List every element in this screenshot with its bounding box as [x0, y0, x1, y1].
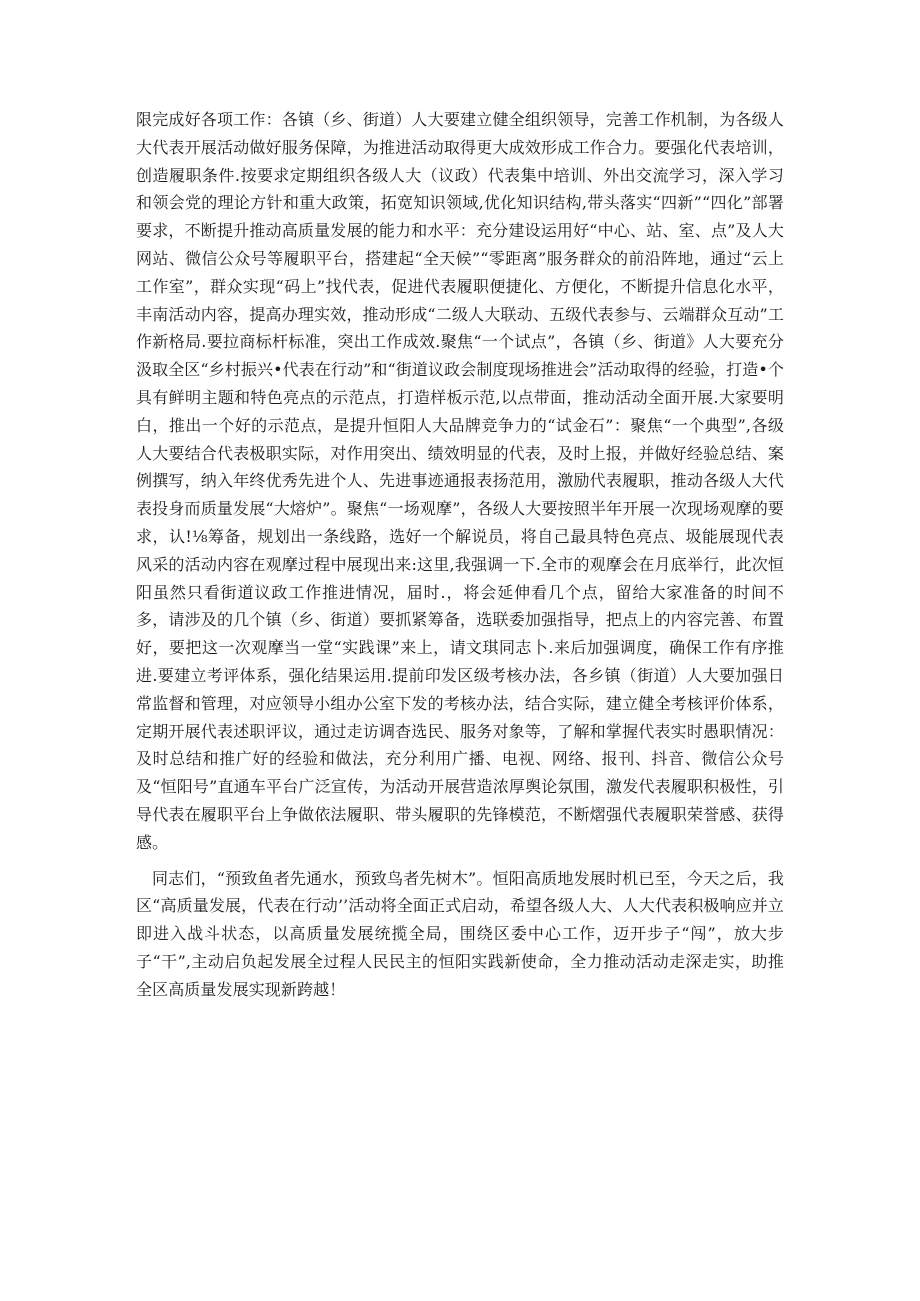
- paragraph-work-requirements: 限完成好各项工作：各镇（乡、街道）人大要建立健全组织领导，完善工作机制，为各级人大代表开展活动做好服务保障，为推进活动取得更大成效形成工作合力。要强化代表培训，创造履职条件.按要求定期组织各级人大（议政）代表集中培训、外出交流学习，深入学习和领会党的理论方针和重大政策，拓宽知识领域,优化知识结构,带头落实“四新”“四化”部署要求，不断提升推动高质量发展的能力和水平：充分建设运用好“中心、站、室、点”及人大网站、微信公众号等履职平台，搭建起“全天候”“零距离”服务群众的前沿阵地，通过“云上工作室”，群众实现“码上”找代表，促进代表履职便捷化、方便化，不断提升信息化水平，丰南活动内容，提高办理实效，推动形成“二级人大联动、五级代表参与、云端群众互动”工作新格局.要拉商标杆标准，突出工作成效.聚焦“一个试点”，各镇（乡、街道》人大要充分汲取全区“乡村振兴•代表在行动”和“街道议政会制度现场推进会”活动取得的经验，打造•个具有鲜明主题和特色亮点的示范点，打造样板示范,以点带面，推动活动全面开展.大家要明白，推出一个好的示范点，是提升恒阳人大品牌竞争力的“试金石”：聚焦“一个典型”,各级人大要结合代表极职实际，对作用突出、绩效明显的代表，及时上报，并做好经验总结、案例撰写，纳入年终优秀先进个人、先进事迹通报表扬范用，激励代表履职，推动各级人大代表投身而质量发展“大熔炉”。聚焦“一场观摩”，各级人大要按照半年开展一次现场观摩的要求，认!⅛筹备，规划出一条线路，选好一个解说员，将自己最具特色亮点、圾能展现代表风采的活动内容在观摩过程中展现出来:这里,我强调一下.全市的观摩会在月底举行，此次恒阳虽然只看街道议政工作推进情况，届时.，将会延伸看几个点，留给大家准备的时间不多，请涉及的几个镇（乡、街道）要抓紧筹备，选联委加强指导，把点上的内容完善、布置好，要把这一次观摩当一堂“实践课”来上，请文琪同志卜.来后加强调度，确保工作有序推进.要建立考评体系，强化结果运用.提前印发区级考核办法，各乡镇（街道）人大要加强日常监督和管理，对应领导小组办公室下发的考核办法，结合实际，建立健全考核评价体系，定期开展代表述职评议，通过走访调杳选民、服务对象等，了解和掌握代表实时愚职情况：及时总结和推广好的经验和做法，充分利用广播、电视、网络、报刊、抖音、微信公众号及“恒阳号”直通车平台广泛宣传，为活动开展营造浓厚舆论氛围，激发代表履职积极性，引导代表在履职平台上争做依法履职、带头履职的先锋模范，不断熠强代表履职荣誉感、获得感。: [136, 110, 784, 852]
- paragraph-closing-remarks: 同志们，“预致鱼者先通水，预致鸟者先树木”。恒阳高质地发展时机已至，今天之后，我区“高质量发展，代表在行动’’活动将全面正式启动，希望各级人大、人大代表积极响应并立即进入战斗状态，以高质量发展统揽全局，围绕区委中心工作，迈开步子“闯”，放大步子“干”,主动启负起发展全过程人民民主的恒阳实践新使命，全力推动活动走深走实，助推全区高质量发展实现新跨越！: [136, 868, 784, 999]
- document-body: [136, 106, 784, 1004]
